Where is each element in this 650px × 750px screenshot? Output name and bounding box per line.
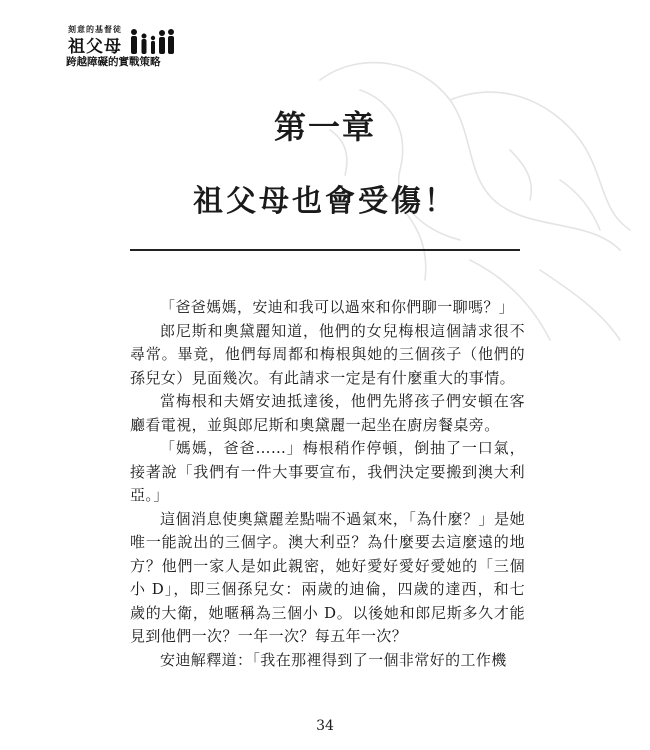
title-divider — [130, 249, 520, 251]
paragraph: 「媽媽，爸爸……」梅根稍作停頓，倒抽了一口氣，接著說「我們有一件大事要宣布，我們決定要搬到澳大利亞。」 — [130, 439, 525, 504]
brand-title: 祖父母 — [68, 37, 122, 57]
family-silhouette-icon — [128, 28, 176, 56]
book-logo — [64, 24, 176, 68]
brand-subtitle: 跨越障礙的實戰策略 — [66, 56, 161, 68]
body-text — [130, 296, 525, 672]
page-number: 34 — [316, 718, 334, 734]
paragraph: 郎尼斯和奧黛麗知道，他們的女兒梅根這個請求很不尋常。畢竟，他們每周都和梅根與她的三個孩子（他們的孫兒女）見面幾次。有此請求一定是有什麼重大的事情。 — [130, 321, 525, 387]
paragraph: 「爸爸媽媽，安迪和我可以過來和你們聊一聊嗎？」 — [160, 298, 515, 316]
paragraph: 這個消息使奧黛麗差點喘不過氣來，「為什麼？」是她唯一能說出的三個字。澳大利亞？為什麼要去這麼遠的地方？他們一家人是如此親密，她好愛好愛好愛她的「三個小 D」，即三個孫兒女：兩歲的迪倫，四歲的達西，和七歲的大衛，她暱稱為三個小 D。以後她和郎尼斯多久才能見到他們一次？一年一次？每五年一次？ — [130, 509, 525, 645]
chapter-number: 第一章 — [273, 108, 376, 146]
paragraph: 安迪解釋道：「我在那裡得到了一個非常好的工作機 — [160, 650, 507, 669]
paragraph: 當梅根和夫婿安迪抵達後，他們先將孩子們安頓在客廳看電視，並與郎尼斯和奧黛麗一起坐在廚房餐桌旁。 — [130, 392, 525, 434]
chapter-title: 祖父母也會受傷！ — [193, 184, 457, 219]
brand-small-text: 刻意的基督徒 — [68, 25, 122, 34]
